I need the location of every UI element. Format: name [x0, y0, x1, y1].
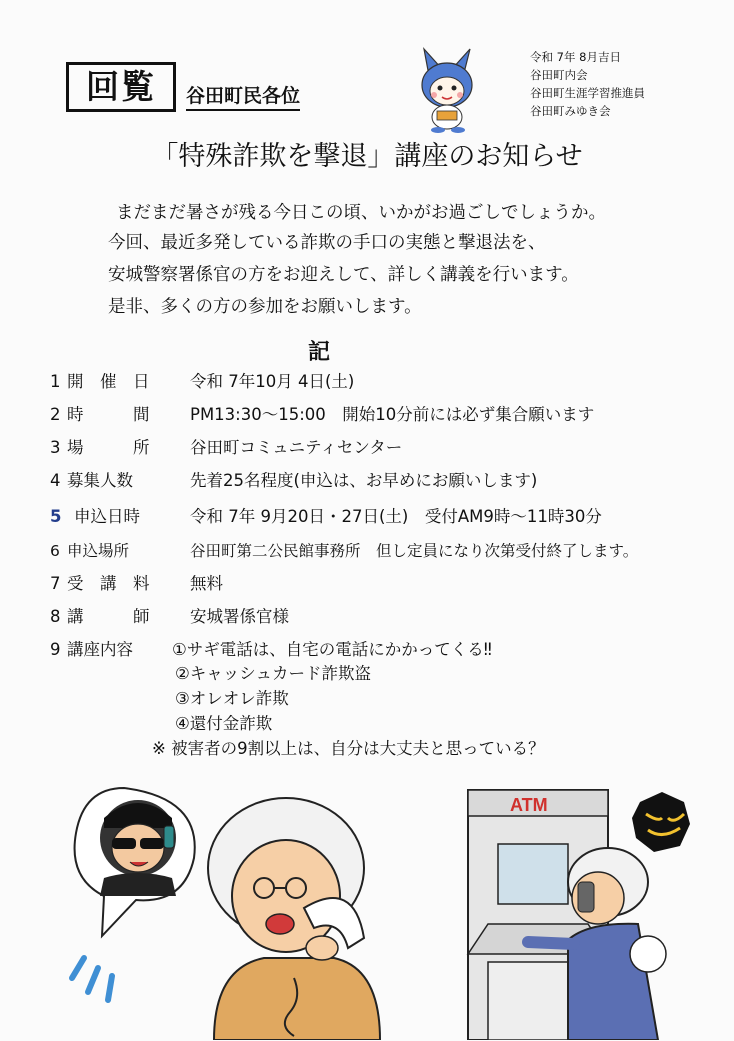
item-label: 講座内容 [67, 640, 133, 659]
intro-line: 安城警察署係官の方をお迎えして、詳しく講義を行います。 [108, 265, 579, 285]
item-number: 2 [50, 405, 61, 424]
item-value: 谷田町第二公民館事務所 但し定員になり次第受付終了します。 [190, 542, 639, 560]
item-label: 申込日時 [74, 507, 140, 526]
item-number: 9 [50, 640, 61, 659]
issuer-line: 谷田町内会 [530, 68, 588, 82]
warning-note: ※ 被害者の9割以上は、自分は大丈夫と思っている？ [152, 739, 545, 758]
course-item: ④還付金詐欺 [175, 714, 273, 733]
issuer-block [530, 48, 645, 120]
course-item: ②キャッシュカード詐欺盗 [175, 664, 371, 683]
issuer-line: 谷田町みゆき会 [530, 104, 611, 118]
item-number: 7 [50, 574, 61, 593]
item-number: 8 [50, 607, 61, 626]
issuer-line: 谷田町生涯学習推進員 [530, 86, 645, 100]
item-number: 5 [50, 507, 62, 526]
item-number: 1 [50, 372, 61, 391]
item-label: 場 所 [67, 438, 150, 457]
course-item: ③オレオレ詐欺 [175, 689, 289, 708]
page-title: 「特殊詐欺を撃退」講座のお知らせ [151, 141, 583, 172]
item-label: 申込場所 [67, 542, 130, 560]
item-number: 4 [50, 471, 61, 490]
item-value: 谷田町コミュニティセンター [190, 438, 403, 457]
item-value: ①サギ電話は、自宅の電話にかかってくる‼ [172, 640, 492, 659]
item-value: 令和 7年10月 4日(土) [190, 372, 355, 391]
phone-scam-illustration [64, 778, 394, 1040]
item-value: 安城署係官様 [190, 607, 289, 626]
intro-line: 是非、多くの方の参加をお願いします。 [108, 297, 422, 317]
item-value: 無料 [190, 574, 223, 593]
ki-heading: 記 [308, 340, 331, 365]
atm-label: ATM [510, 795, 548, 815]
item-number: 3 [50, 438, 61, 457]
atm-scam-illustration [458, 774, 728, 1040]
item-label: 受 講 料 [67, 574, 150, 593]
circulation-box: 回覧 [66, 62, 176, 112]
item-value: PM13:30～15:00 開始10分前には必ず集合願います [190, 405, 595, 424]
intro-line: まだまだ暑さが残る今日この頃、いかがお過ごしでしょうか。 [116, 203, 606, 223]
addressee: 谷田町民各位 [186, 84, 300, 111]
intro-line: 今回、最近多発している詐欺の手口の実態と撃退法を、 [108, 233, 546, 253]
mascot-illustration [410, 47, 486, 133]
item-label: 開 催 日 [67, 372, 150, 391]
item-label: 募集人数 [67, 471, 133, 490]
item-value: 先着25名程度(申込は、お早めにお願いします) [190, 471, 538, 490]
item-label: 講 師 [67, 607, 150, 626]
item-number: 6 [50, 542, 60, 560]
issue-date: 令和 7年 8月吉日 [530, 50, 621, 64]
item-label: 時 間 [67, 405, 150, 424]
item-value: 令和 7年 9月20日・27日(土) 受付AM9時～11時30分 [190, 507, 602, 526]
